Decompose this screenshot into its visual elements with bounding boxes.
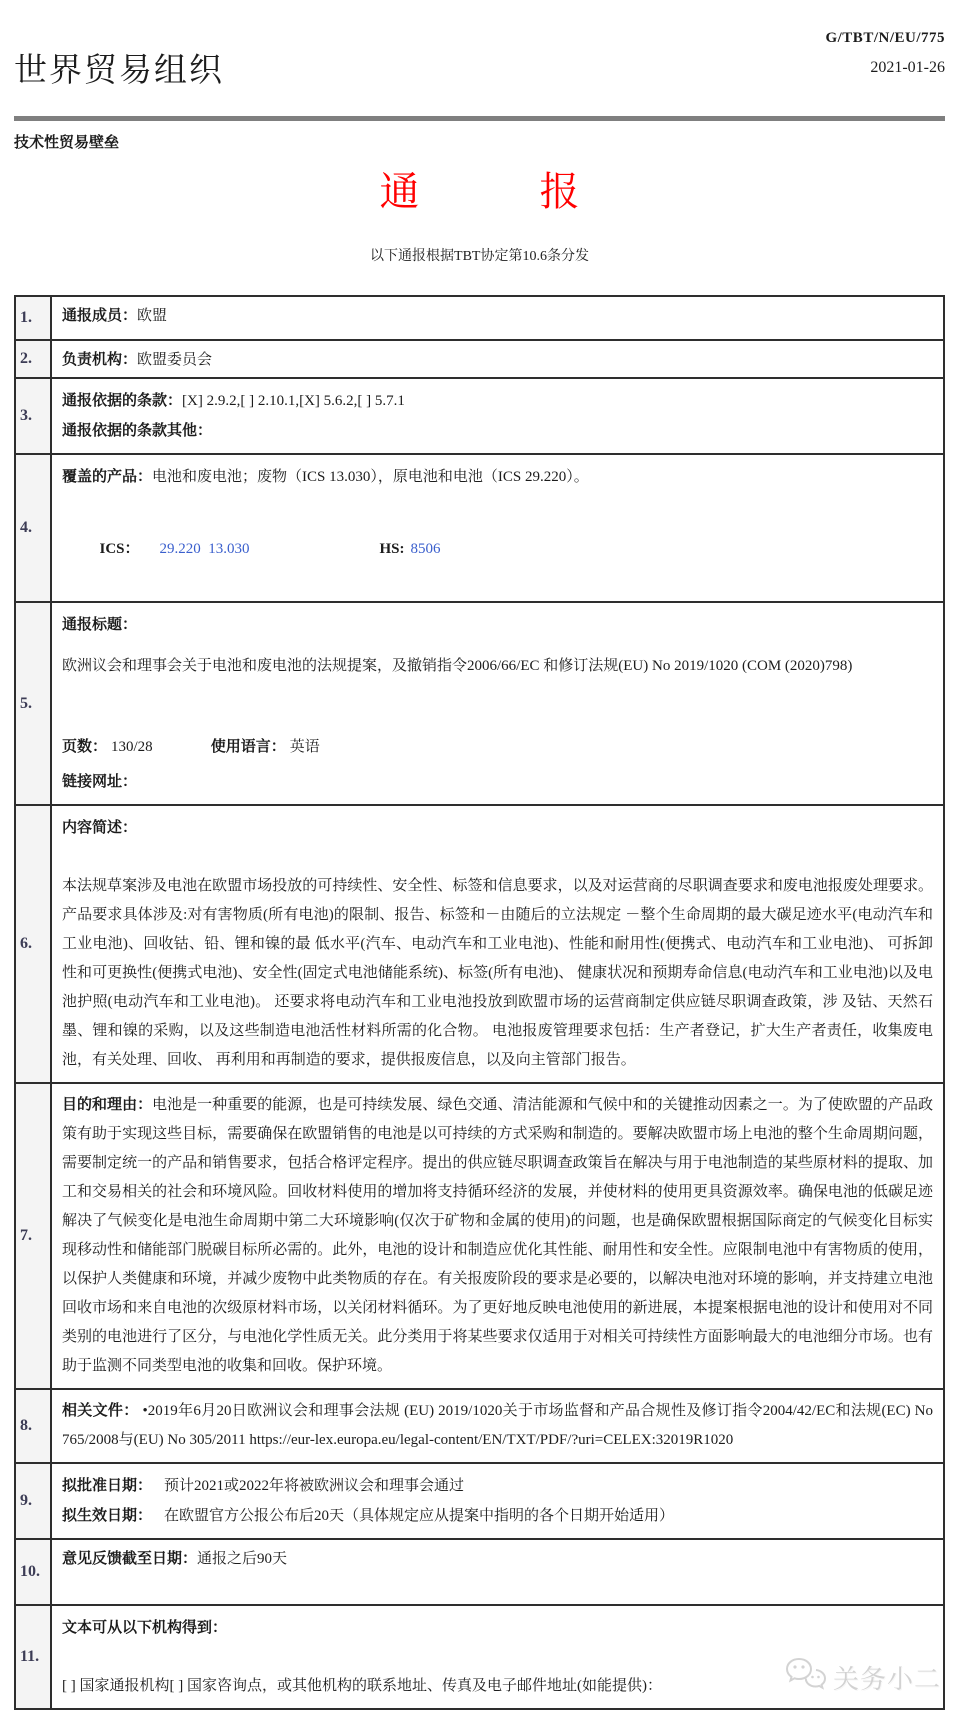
notification-title-text: 欧洲议会和理事会关于电池和废电池的法规提案，及撤销指令2006/66/EC 和修订法规(EU) No 2019/1020 (COM (2020)798) (62, 658, 853, 674)
row-number: 10. (15, 1539, 51, 1605)
doc-date: 2021-01-26 (870, 59, 945, 76)
header-right (825, 30, 945, 77)
objective-label: 目的和理由： (62, 1097, 153, 1113)
products-covered-cell (51, 454, 944, 602)
table-row-comment-deadline (15, 1539, 944, 1605)
link-url-label: 链接网址： (62, 774, 138, 790)
row-number: 11. (15, 1605, 51, 1709)
row-number: 2. (15, 340, 51, 378)
table-row-objective (15, 1083, 944, 1389)
table-row-products-covered (15, 454, 944, 602)
description-cell (51, 805, 944, 1083)
pages-value: 130/28 (111, 739, 153, 755)
notifying-member-cell (51, 296, 944, 340)
hs-label: HS: (379, 541, 405, 557)
language-label: 使用语言： (210, 739, 286, 755)
distribution-note: 以下通报根据TBT协定第10.6条分发 (370, 249, 589, 264)
table-row-responsible-agency (15, 340, 944, 378)
pages-label: 页数： (62, 739, 108, 755)
entry-into-force-label: 拟生效日期： (62, 1508, 153, 1524)
table-row-description (15, 805, 944, 1083)
document-header (14, 26, 945, 112)
products-covered-label: 覆盖的产品： (62, 469, 153, 485)
row-number: 3. (15, 378, 51, 454)
comment-deadline-value: 通报之后90天 (197, 1551, 288, 1567)
responsible-agency-cell (51, 340, 944, 378)
adoption-date-label: 拟批准日期： (62, 1478, 153, 1494)
adoption-date-value: 预计2021或2022年将被欧洲议会和理事会通过 (164, 1478, 465, 1494)
table-row-dates (15, 1463, 944, 1539)
notice-title: 通 报 (379, 169, 580, 214)
texts-available-value: [ ] 国家通报机构[ ] 国家咨询点，或其他机构的联系地址、传真及电子邮件地址(如能提供)： (62, 1678, 662, 1694)
notification-title-cell (51, 602, 944, 805)
description-body: 本法规草案涉及电池在欧盟市场投放的可持续性、安全性、标签和信息要求，以及对运营商的尽职调查要求和废电池报废处理要求。产品要求具体涉及:对有害物质(所有电池)的限制、报告、标签和－由随后的立法规定 －整个生命周期的最大碳足迹水平(电动汽车和工业电池)、回收钴、铅、锂和镍的最 低水平(汽车、电动汽车和工业电池)、性能和耐用性(便携式、电动汽车和工业电池)、 可拆卸性和可更换性(便携式电池)、安全性(固定式电池储能系统)、标签(所有电池)、 健康状况和预期寿命信息(电动汽车和工业电池)以及电池护照(电动汽车和工业电池)。 还要求将电动汽车和工业电池投放到欧盟市场的运营商制定供应链尽职调查政策，涉 及钴、天然石墨、锂和镍的采购，以及这些制造电池活性材料所需的化合物。 电池报废管理要求包括：生产者登记，扩大生产者责任，收集废电池，有关处理、回收、 再利用和再制造的要求，提供报废信息，以及向主管部门报告。 (62, 878, 933, 1068)
notified-under-other-label: 通报依据的条款其他： (62, 423, 213, 439)
texts-available-label: 文本可从以下机构得到： (62, 1620, 228, 1636)
notified-under-cell (51, 378, 944, 454)
table-row-notified-under (15, 378, 944, 454)
org-title: 世界贸易组织 (14, 53, 224, 89)
notifying-member-value: 欧盟 (137, 308, 168, 324)
row-number: 6. (15, 805, 51, 1083)
table-row-notification-title (15, 602, 944, 805)
watermark (785, 1657, 941, 1698)
row-number: 9. (15, 1463, 51, 1539)
hs-value: 8506 (410, 541, 441, 557)
products-covered-value: 电池和废电池；废物（ICS 13.030），原电池和电池（ICS 29.220）。 (152, 469, 589, 485)
row-number: 4. (15, 454, 51, 602)
table-row-texts-available (15, 1605, 944, 1709)
responsible-agency-label: 负责机构： (62, 352, 138, 368)
row-number: 1. (15, 296, 51, 340)
language-value: 英语 (289, 739, 320, 755)
notifying-member-label: 通报成员： (62, 308, 138, 324)
table-row-notifying-member (15, 296, 944, 340)
texts-available-cell (51, 1605, 944, 1709)
watermark-text: 关务小二 (832, 1665, 941, 1694)
row-number: 7. (15, 1083, 51, 1389)
notification-title-label: 通报标题： (62, 617, 138, 633)
description-label: 内容简述： (62, 820, 138, 836)
header-divider (14, 116, 945, 121)
entry-into-force-value: 在欧盟官方公报公布后20天（具体规定应从提案中指明的各个日期开始适用） (164, 1508, 675, 1524)
comment-deadline-cell (51, 1539, 944, 1605)
relevant-documents-cell (51, 1389, 944, 1463)
table-row-relevant-documents (15, 1389, 944, 1463)
relevant-documents-body: •2019年6月20日欧洲议会和理事会法规 (EU) 2019/1020关于市场监督和产品合规性及修订指令2004/42/EC和法规(EC) No 765/2008与(EU) No 305/2011 https://eur-lex.europa.eu/legal-content/EN/TXT/PDF/?uri=CELEX:32019R1020 (62, 1403, 937, 1448)
objective-body: 电池是一种重要的能源，也是可持续发展、绿色交通、清洁能源和气候中和的关键推动因素之一。为了使欧盟的产品政策有助于实现这些目标，需要确保在欧盟销售的电池是以可持续的方式采购和制造的。要解决欧盟市场上电池的整个生命周期问题，需要制定统一的产品和销售要求，包括合格评定程序。提出的供应链尽职调查政策旨在解决与用于电池制造的某些原材料的提取、加工和交易相关的社会和环境风险。回收材料使用的增加将支持循环经济的发展，并使材料的使用更具资源效率。确保电池的低碳足迹解决了气候变化是电池生命周期中第二大环境影响(仅次于矿物和金属的使用)的问题，也是确保欧盟根据国际商定的气候变化目标实现移动性和储能部门脱碳目标所必需的。此外，电池的设计和制造应优化其性能、耐用性和安全性。应限制电池中有害物质的使用，以保护人类健康和环境，并减少废物中此类物质的存在。有关报废阶段的要求是必要的，以解决电池对环境的影响，并支持建立电池回收市场和来自电池的次级原材料市场，以关闭材料循环。为了更好地反映电池使用的新进展，本提案根据电池的设计和使用对不同类别的电池进行了区分，与电池化学性质无关。此分类用于将某些要求仅适用于对相关可持续性方面影响最大的电池细分市场。也有助于监测不同类型电池的收集和回收。保护环境。 (62, 1097, 933, 1374)
notified-under-value: [X] 2.9.2,[ ] 2.10.1,[X] 5.6.2,[ ] 5.7.1 (182, 393, 405, 409)
objective-cell (51, 1083, 944, 1389)
row-number: 8. (15, 1389, 51, 1463)
responsible-agency-value: 欧盟委员会 (137, 352, 213, 368)
dates-cell (51, 1463, 944, 1539)
notified-under-label: 通报依据的条款： (62, 393, 183, 409)
row-number: 5. (15, 602, 51, 805)
wechat-bubbles-icon (785, 1657, 827, 1698)
doc-number: G/TBT/N/EU/775 (825, 30, 945, 46)
ics-label: ICS： (99, 541, 140, 557)
tbt-section-label: 技术性贸易壁垒 (14, 135, 120, 151)
relevant-documents-label: 相关文件： (62, 1403, 139, 1419)
ics-value: 29.220 13.030 (159, 541, 250, 557)
notification-table (14, 295, 945, 1710)
comment-deadline-label: 意见反馈截至日期： (62, 1551, 198, 1567)
